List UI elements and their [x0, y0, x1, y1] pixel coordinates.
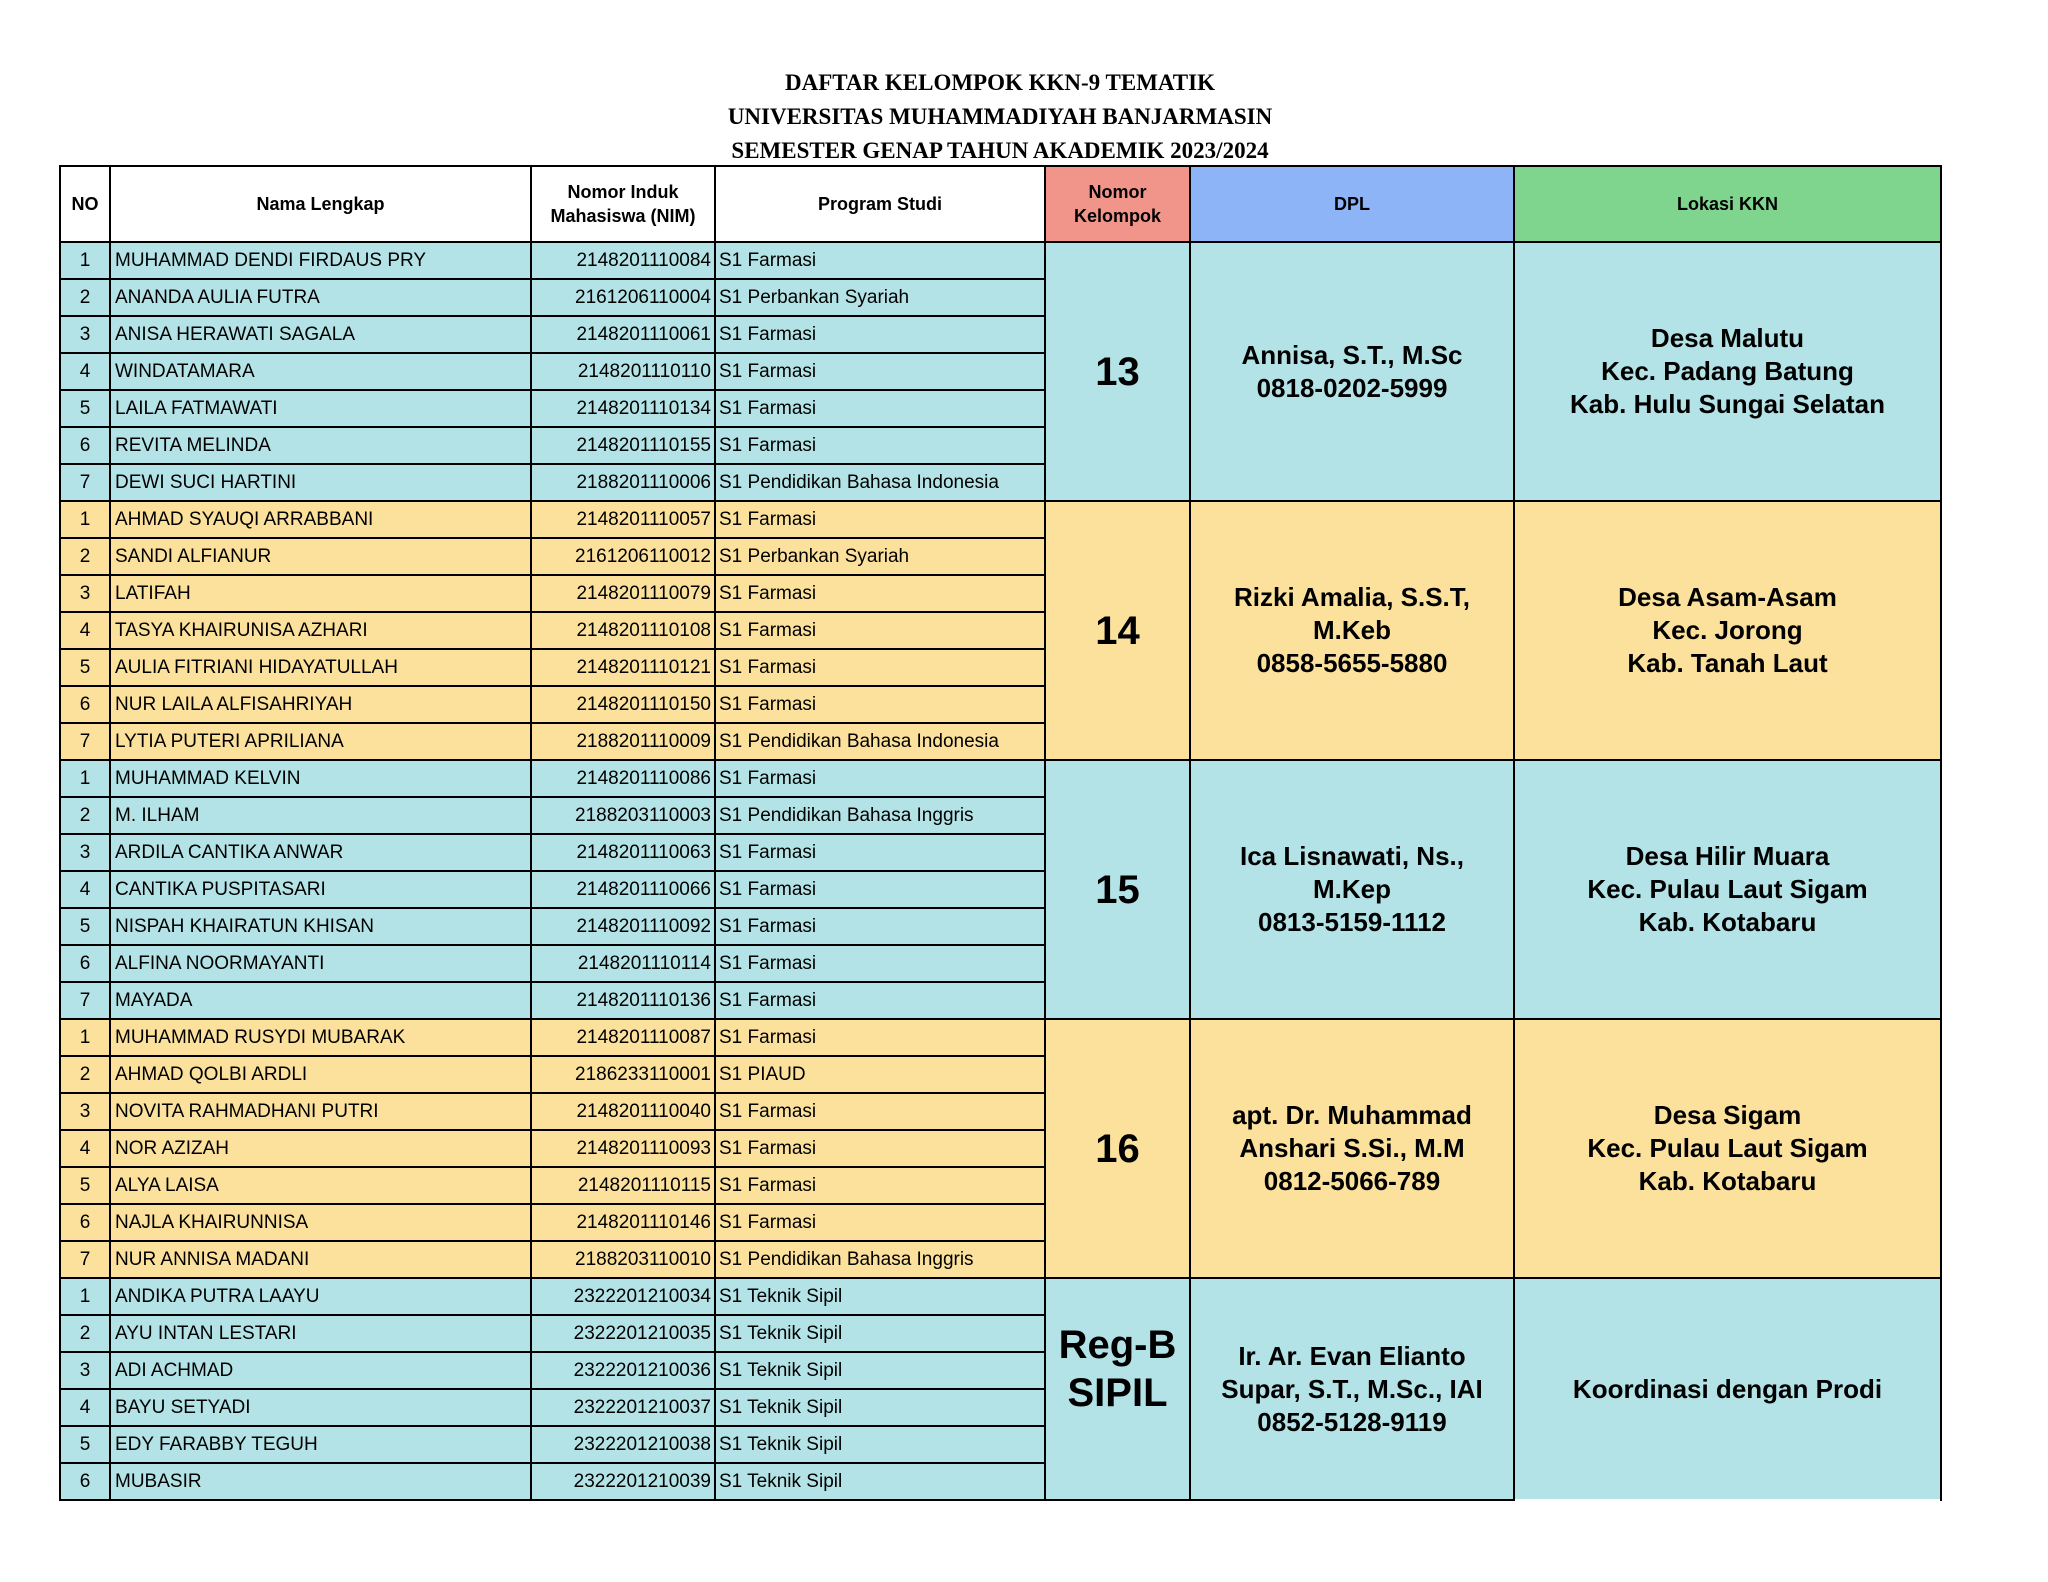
cell-nama: ARDILA CANTIKA ANWAR [110, 834, 531, 871]
lokasi-line: Kab. Kotabaru [1638, 1166, 1817, 1196]
group-number: 13 [1045, 242, 1190, 501]
cell-nama: MAYADA [110, 982, 531, 1019]
cell-no: 7 [60, 464, 110, 501]
cell-nim: 2161206110012 [531, 538, 715, 575]
cell-nama: MUHAMMAD KELVIN [110, 760, 531, 797]
header-prodi: Program Studi [715, 166, 1045, 242]
lokasi-line: Kec. Padang Batung [1601, 356, 1854, 386]
cell-nim: 2148201110134 [531, 390, 715, 427]
document-title [0, 66, 2000, 168]
cell-nama: REVITA MELINDA [110, 427, 531, 464]
cell-no: 5 [60, 390, 110, 427]
cell-nim: 2188203110003 [531, 797, 715, 834]
header-nama: Nama Lengkap [110, 166, 531, 242]
table-body [60, 242, 1941, 1500]
cell-prodi: S1 Farmasi [715, 242, 1045, 279]
table-row [60, 1278, 1941, 1315]
header-nim: Nomor Induk Mahasiswa (NIM) [531, 166, 715, 242]
cell-nim: 2148201110057 [531, 501, 715, 538]
cell-no: 5 [60, 1426, 110, 1463]
cell-no: 6 [60, 1463, 110, 1500]
table-row [60, 1019, 1941, 1056]
group-dpl [1190, 1019, 1514, 1278]
cell-nim: 2148201110084 [531, 242, 715, 279]
group-number: 15 [1045, 760, 1190, 1019]
cell-nim: 2148201110136 [531, 982, 715, 1019]
cell-prodi: S1 Pendidikan Bahasa Inggris [715, 1241, 1045, 1278]
cell-nama: AULIA FITRIANI HIDAYATULLAH [110, 649, 531, 686]
cell-nama: MUBASIR [110, 1463, 531, 1500]
cell-nama: ANANDA AULIA FUTRA [110, 279, 531, 316]
lokasi-line: Desa Malutu [1650, 323, 1805, 353]
group-number: 14 [1045, 501, 1190, 760]
cell-nim: 2186233110001 [531, 1056, 715, 1093]
lokasi-line: Kab. Kotabaru [1638, 907, 1817, 937]
cell-nim: 2148201110066 [531, 871, 715, 908]
cell-prodi: S1 Perbankan Syariah [715, 538, 1045, 575]
cell-prodi: S1 Farmasi [715, 871, 1045, 908]
dpl-line: Anshari S.Si., M.M [1239, 1133, 1465, 1163]
cell-nim: 2148201110079 [531, 575, 715, 612]
cell-nama: WINDATAMARA [110, 353, 531, 390]
group-dpl [1190, 760, 1514, 1019]
cell-nim: 2148201110093 [531, 1130, 715, 1167]
cell-prodi: S1 Perbankan Syariah [715, 279, 1045, 316]
cell-prodi: S1 Farmasi [715, 612, 1045, 649]
dpl-line: M.Keb [1313, 615, 1391, 645]
group-dpl [1190, 501, 1514, 760]
cell-nim: 2322201210034 [531, 1278, 715, 1315]
cell-nama: ALYA LAISA [110, 1167, 531, 1204]
cell-prodi: S1 Farmasi [715, 982, 1045, 1019]
lokasi-line: Kec. Jorong [1652, 615, 1803, 645]
cell-prodi: S1 Teknik Sipil [715, 1426, 1045, 1463]
cell-nim: 2322201210038 [531, 1426, 715, 1463]
cell-prodi: S1 Farmasi [715, 390, 1045, 427]
cell-nim: 2322201210035 [531, 1315, 715, 1352]
cell-no: 2 [60, 1056, 110, 1093]
cell-no: 6 [60, 686, 110, 723]
cell-nama: M. ILHAM [110, 797, 531, 834]
cell-no: 6 [60, 427, 110, 464]
dpl-line: 0858-5655-5880 [1256, 648, 1448, 678]
dpl-line: M.Kep [1313, 874, 1391, 904]
cell-nim: 2188203110010 [531, 1241, 715, 1278]
cell-nim: 2322201210039 [531, 1463, 715, 1500]
cell-no: 3 [60, 575, 110, 612]
cell-nim: 2148201110115 [531, 1167, 715, 1204]
cell-prodi: S1 Teknik Sipil [715, 1389, 1045, 1426]
cell-nama: AHMAD SYAUQI ARRABBANI [110, 501, 531, 538]
cell-prodi: S1 Farmasi [715, 1130, 1045, 1167]
lokasi-line: Kec. Pulau Laut Sigam [1587, 874, 1868, 904]
table-row [60, 760, 1941, 797]
cell-no: 3 [60, 1093, 110, 1130]
cell-nama: MUHAMMAD DENDI FIRDAUS PRY [110, 242, 531, 279]
cell-prodi: S1 Farmasi [715, 649, 1045, 686]
lokasi-line: Kab. Tanah Laut [1627, 648, 1828, 678]
cell-no: 1 [60, 501, 110, 538]
cell-prodi: S1 Teknik Sipil [715, 1463, 1045, 1500]
lokasi-line: Desa Sigam [1653, 1100, 1802, 1130]
cell-nama: MUHAMMAD RUSYDI MUBARAK [110, 1019, 531, 1056]
cell-nama: TASYA KHAIRUNISA AZHARI [110, 612, 531, 649]
cell-no: 3 [60, 316, 110, 353]
group-dpl [1190, 242, 1514, 501]
lokasi-line: Kec. Pulau Laut Sigam [1587, 1133, 1868, 1163]
cell-nama: NUR LAILA ALFISAHRIYAH [110, 686, 531, 723]
dpl-line: Ir. Ar. Evan Elianto [1238, 1340, 1466, 1371]
cell-prodi: S1 Farmasi [715, 575, 1045, 612]
cell-prodi: S1 Pendidikan Bahasa Inggris [715, 797, 1045, 834]
cell-nama: NOR AZIZAH [110, 1130, 531, 1167]
cell-nim: 2148201110087 [531, 1019, 715, 1056]
dpl-line: Supar, S.T., M.Sc., IAI [1221, 1373, 1483, 1404]
cell-nama: ANISA HERAWATI SAGALA [110, 316, 531, 353]
cell-prodi: S1 Farmasi [715, 501, 1045, 538]
cell-no: 2 [60, 538, 110, 575]
cell-nama: LATIFAH [110, 575, 531, 612]
cell-nim: 2322201210037 [531, 1389, 715, 1426]
cell-no: 5 [60, 1167, 110, 1204]
cell-nama: LYTIA PUTERI APRILIANA [110, 723, 531, 760]
cell-nim: 2148201110146 [531, 1204, 715, 1241]
cell-no: 6 [60, 945, 110, 982]
cell-no: 2 [60, 1315, 110, 1352]
cell-prodi: S1 Farmasi [715, 1167, 1045, 1204]
cell-nama: NUR ANNISA MADANI [110, 1241, 531, 1278]
cell-nama: NAJLA KHAIRUNNISA [110, 1204, 531, 1241]
table-row [60, 242, 1941, 279]
cell-nama: ALFINA NOORMAYANTI [110, 945, 531, 982]
dpl-line: 0812-5066-789 [1263, 1166, 1441, 1196]
lokasi-line: Koordinasi dengan Prodi [1572, 1373, 1883, 1404]
table-row [60, 501, 1941, 538]
cell-nama: DEWI SUCI HARTINI [110, 464, 531, 501]
cell-nim: 2148201110086 [531, 760, 715, 797]
cell-no: 6 [60, 1204, 110, 1241]
cell-nim: 2148201110092 [531, 908, 715, 945]
cell-no: 2 [60, 279, 110, 316]
cell-prodi: S1 Farmasi [715, 908, 1045, 945]
dpl-line: apt. Dr. Muhammad [1232, 1100, 1472, 1130]
cell-no: 4 [60, 1130, 110, 1167]
cell-nama: CANTIKA PUSPITASARI [110, 871, 531, 908]
cell-nama: NOVITA RAHMADHANI PUTRI [110, 1093, 531, 1130]
cell-nim: 2148201110061 [531, 316, 715, 353]
cell-nama: BAYU SETYADI [110, 1389, 531, 1426]
dpl-line: Rizki Amalia, S.S.T, [1233, 582, 1470, 612]
dpl-line: 0818-0202-5999 [1256, 372, 1448, 403]
cell-nama: AHMAD QOLBI ARDLI [110, 1056, 531, 1093]
group-dpl [1190, 1278, 1514, 1500]
cell-prodi: S1 Farmasi [715, 353, 1045, 390]
dpl-line: 0852-5128-9119 [1257, 1406, 1447, 1437]
cell-no: 5 [60, 649, 110, 686]
cell-prodi: S1 Teknik Sipil [715, 1278, 1045, 1315]
cell-nama: ADI ACHMAD [110, 1352, 531, 1389]
dpl-line: Annisa, S.T., M.Sc [1241, 339, 1463, 370]
cell-nim: 2188201110009 [531, 723, 715, 760]
header-row [60, 166, 1941, 242]
cell-no: 4 [60, 1389, 110, 1426]
lokasi-line: Kab. Hulu Sungai Selatan [1570, 389, 1885, 419]
title-line-1: DAFTAR KELOMPOK KKN-9 TEMATIK [785, 70, 1215, 95]
cell-no: 1 [60, 1019, 110, 1056]
group-number: Reg-B SIPIL [1045, 1278, 1190, 1500]
cell-nim: 2148201110108 [531, 612, 715, 649]
cell-nama: NISPAH KHAIRATUN KHISAN [110, 908, 531, 945]
cell-prodi: S1 PIAUD [715, 1056, 1045, 1093]
cell-nim: 2322201210036 [531, 1352, 715, 1389]
cell-nama: ANDIKA PUTRA LAAYU [110, 1278, 531, 1315]
title-line-3: SEMESTER GENAP TAHUN AKADEMIK 2023/2024 [731, 138, 1269, 163]
cell-no: 1 [60, 1278, 110, 1315]
cell-nama: EDY FARABBY TEGUH [110, 1426, 531, 1463]
cell-nim: 2148201110114 [531, 945, 715, 982]
cell-prodi: S1 Pendidikan Bahasa Indonesia [715, 723, 1045, 760]
cell-no: 3 [60, 834, 110, 871]
cell-prodi: S1 Farmasi [715, 427, 1045, 464]
cell-nim: 2148201110110 [531, 353, 715, 390]
cell-nama: AYU INTAN LESTARI [110, 1315, 531, 1352]
cell-prodi: S1 Farmasi [715, 686, 1045, 723]
cell-no: 4 [60, 353, 110, 390]
cell-prodi: S1 Pendidikan Bahasa Indonesia [715, 464, 1045, 501]
header-kelompok: Nomor Kelompok [1045, 166, 1190, 242]
cell-nim: 2148201110121 [531, 649, 715, 686]
cell-prodi: S1 Farmasi [715, 760, 1045, 797]
cell-prodi: S1 Farmasi [715, 1093, 1045, 1130]
cell-prodi: S1 Teknik Sipil [715, 1352, 1045, 1389]
cell-no: 7 [60, 982, 110, 1019]
cell-nim: 2148201110040 [531, 1093, 715, 1130]
lokasi-line: Desa Hilir Muara [1625, 841, 1830, 871]
cell-no: 4 [60, 871, 110, 908]
group-lokasi [1514, 501, 1941, 760]
header-no: NO [60, 166, 110, 242]
cell-no: 7 [60, 723, 110, 760]
cell-nim: 2148201110155 [531, 427, 715, 464]
cell-nim: 2188201110006 [531, 464, 715, 501]
cell-no: 3 [60, 1352, 110, 1389]
group-lokasi [1514, 1278, 1941, 1500]
cell-no: 1 [60, 242, 110, 279]
cell-prodi: S1 Farmasi [715, 834, 1045, 871]
cell-no: 4 [60, 612, 110, 649]
cell-nama: LAILA FATMAWATI [110, 390, 531, 427]
cell-nim: 2161206110004 [531, 279, 715, 316]
cell-no: 7 [60, 1241, 110, 1278]
header-lokasi: Lokasi KKN [1514, 166, 1941, 242]
lokasi-line: Desa Asam-Asam [1618, 582, 1837, 612]
cell-no: 2 [60, 797, 110, 834]
header-dpl: DPL [1190, 166, 1514, 242]
cell-prodi: S1 Farmasi [715, 1019, 1045, 1056]
cell-no: 1 [60, 760, 110, 797]
dpl-line: Ica Lisnawati, Ns., [1240, 841, 1464, 871]
cell-prodi: S1 Farmasi [715, 1204, 1045, 1241]
cell-nim: 2148201110150 [531, 686, 715, 723]
cell-prodi: S1 Farmasi [715, 316, 1045, 353]
group-number: 16 [1045, 1019, 1190, 1278]
cell-prodi: S1 Teknik Sipil [715, 1315, 1045, 1352]
group-lokasi [1514, 760, 1941, 1019]
group-lokasi [1514, 242, 1941, 501]
dpl-line: 0813-5159-1112 [1258, 907, 1446, 937]
cell-nim: 2148201110063 [531, 834, 715, 871]
cell-no: 5 [60, 908, 110, 945]
title-line-2: UNIVERSITAS MUHAMMADIYAH BANJARMASIN [727, 104, 1273, 129]
group-table [59, 165, 1942, 1501]
cell-nama: SANDI ALFIANUR [110, 538, 531, 575]
cell-prodi: S1 Farmasi [715, 945, 1045, 982]
group-lokasi [1514, 1019, 1941, 1278]
